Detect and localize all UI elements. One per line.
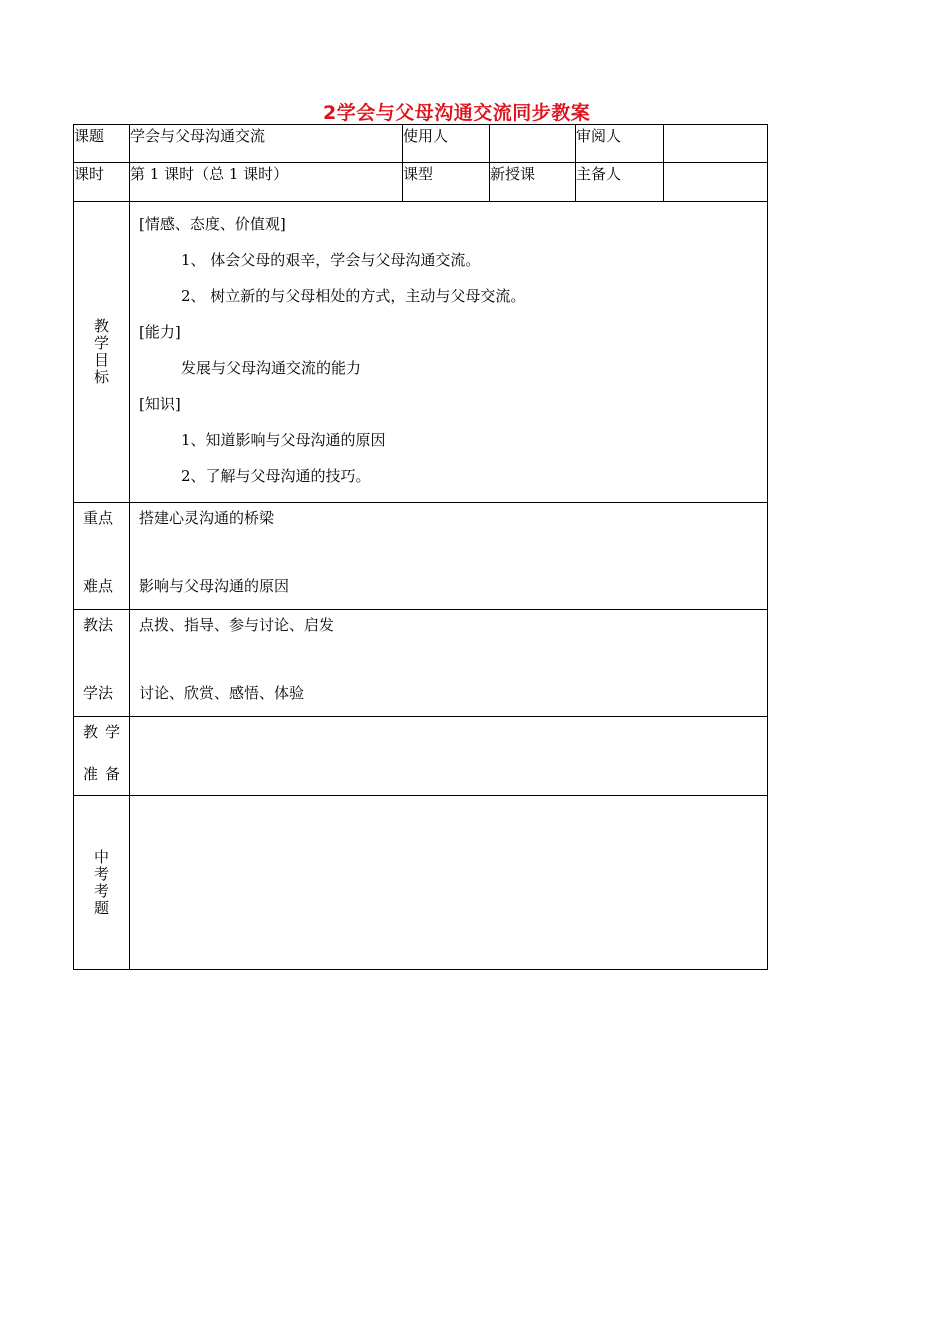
learning-method-label: 学法 [83,684,114,702]
emotion-item: 2、 树立新的与父母相处的方式，主动与父母交流。 [181,287,526,305]
knowledge-item: 2、了解与父母沟通的技巧。 [181,467,371,485]
key-point-label: 重点 [83,509,114,527]
period-label: 课时 [74,163,130,202]
emotion-item: 1、 体会父母的艰辛，学会与父母沟通交流。 [181,251,481,269]
key-point-value: 搭建心灵沟通的桥梁 [139,509,275,527]
focus-content-cell [130,503,768,610]
emotion-heading: [情感、态度、价值观] [139,215,286,233]
topic-value: 学会与父母沟通交流 [130,125,403,163]
preparation-label-line2: 准备 [83,765,128,783]
type-value: 新授课 [490,163,576,202]
difficult-point-label: 难点 [83,577,114,595]
learning-method-value: 讨论、欣赏、感悟、体验 [139,684,305,702]
knowledge-item: 1、知道影响与父母沟通的原因 [181,431,386,449]
teaching-method-value: 点拨、指导、参与讨论、启发 [139,616,335,634]
preparation-label-cell [74,717,130,796]
lesson-plan-table [73,124,768,970]
table-row-methods [74,610,768,717]
period-value: 第 1 课时（总 1 课时） [130,163,403,202]
preparer-value [664,163,768,202]
preparation-value [130,717,768,796]
table-row-preparation [74,717,768,796]
user-label: 使用人 [403,125,490,163]
ability-item: 发展与父母沟通交流的能力 [181,359,362,377]
reviewer-label: 审阅人 [576,125,664,163]
ability-heading: [能力] [139,323,181,341]
topic-label: 课题 [74,125,130,163]
preparer-label: 主备人 [576,163,664,202]
table-row-focus [74,503,768,610]
exam-label-cell [74,796,130,970]
exam-value [130,796,768,970]
table-row-period [74,163,768,202]
methods-label-cell [74,610,130,717]
preparation-label-line1: 教学 [83,723,128,741]
goals-label: 教 学 目 标 [93,317,109,386]
difficult-point-value: 影响与父母沟通的原因 [139,577,290,595]
table-row-topic [74,125,768,163]
knowledge-heading: [知识] [139,395,181,413]
table-row-exam [74,796,768,970]
teaching-method-label: 教法 [83,616,114,634]
goals-label-cell [74,202,130,503]
reviewer-value [664,125,768,163]
table-row-goals [74,202,768,503]
focus-label-cell [74,503,130,610]
exam-label: 中 考 考 题 [93,847,109,917]
page-title: 2学会与父母沟通交流同步教案 [323,102,591,124]
user-value [490,125,576,163]
methods-content-cell [130,610,768,717]
type-label: 课型 [403,163,490,202]
goals-content-cell [130,202,768,503]
